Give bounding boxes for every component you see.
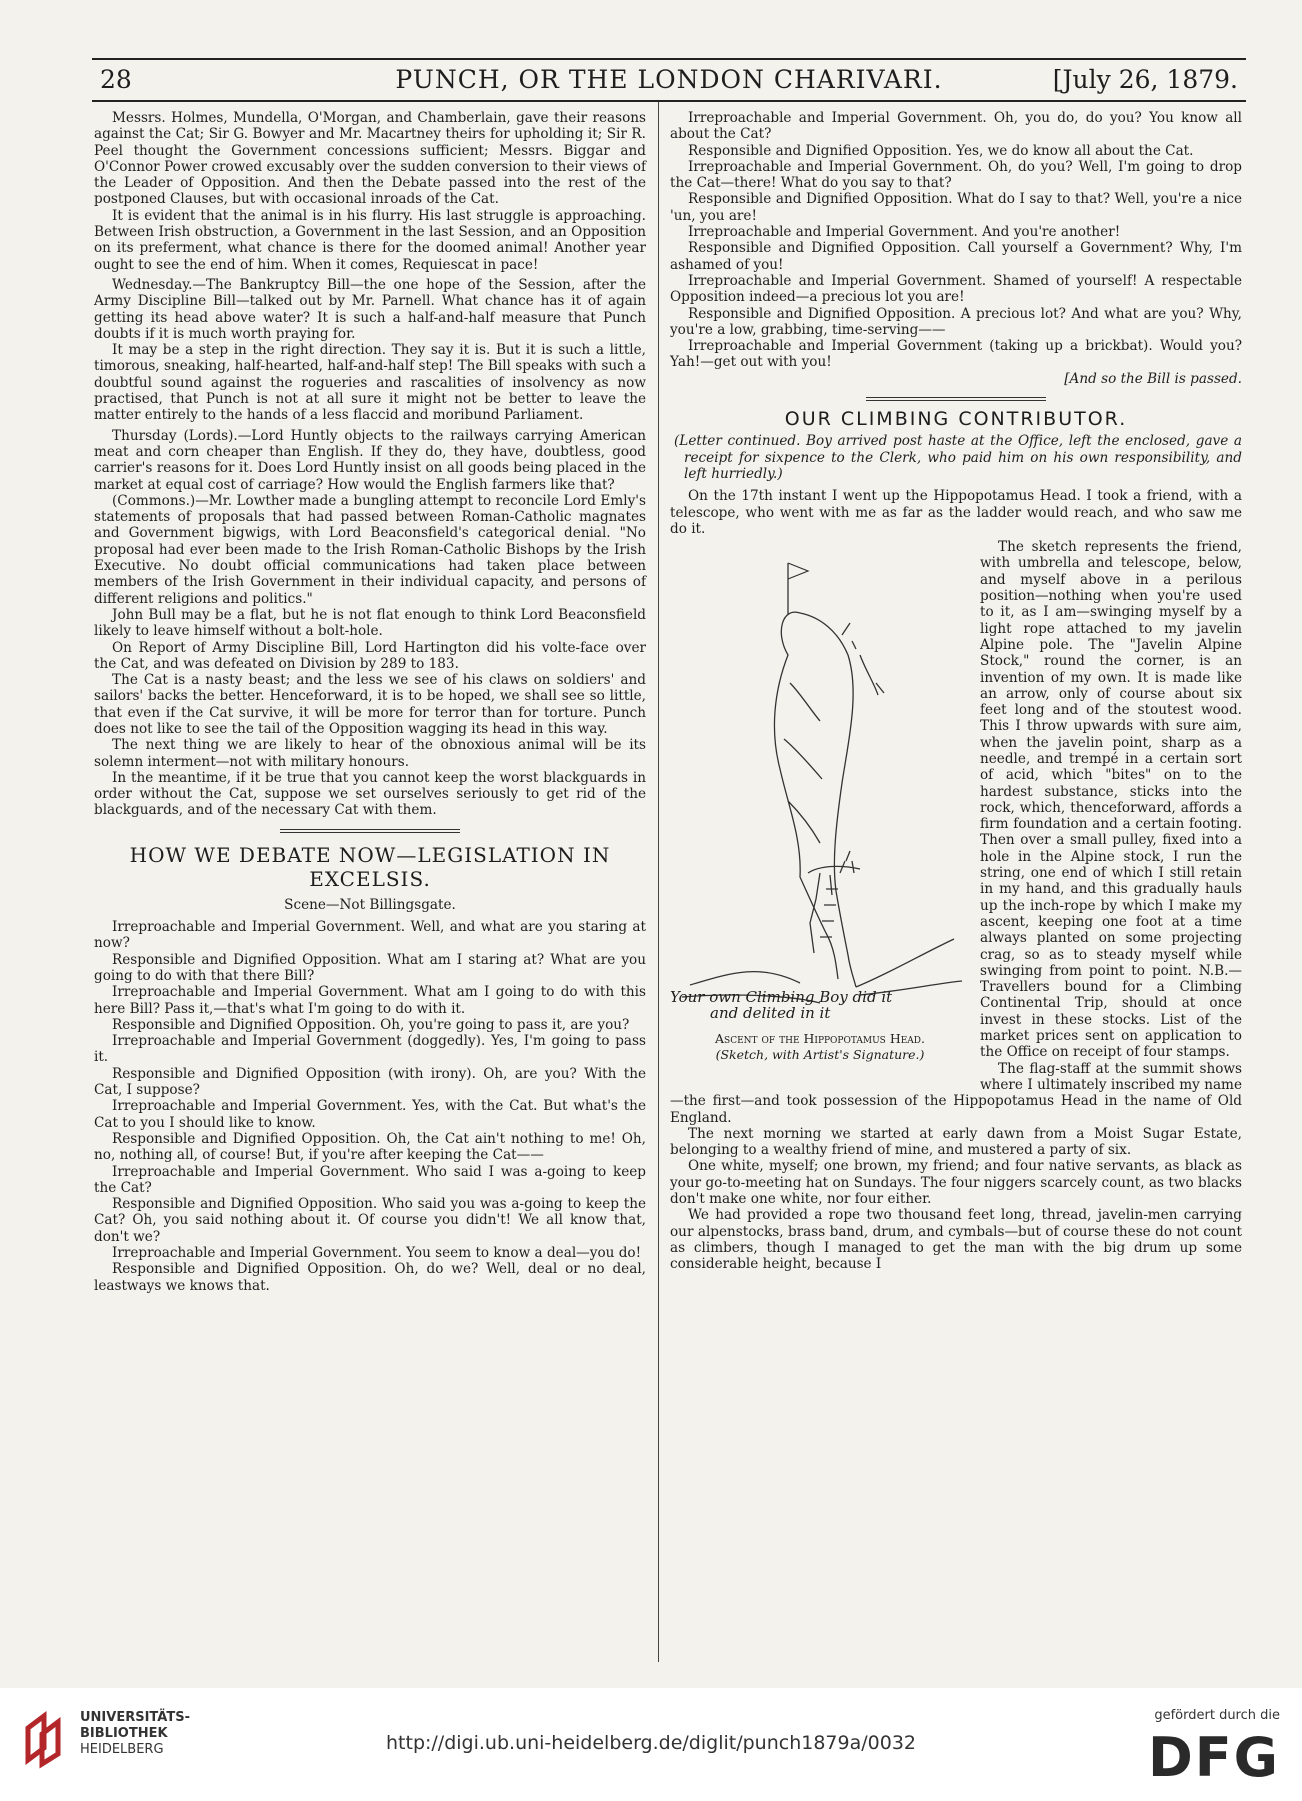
paragraph: (Commons.)—Mr. Lowther made a bungling attempt to reconcile Lord Emly's statements of proposals that had passed between Roman-Catholic magnates and Government bigwigs, with Lord Beaconsfield's categorical denial. "No proposal had ever been made to the Irish Roman-Catholic Bishops by the Irish Executive. No doubt official communications had taken place between members of the Irish Government in their individual capacity, and persons of different religions and politics." [94, 492, 646, 607]
funding-note: gefördert durch die [1154, 1708, 1280, 1723]
journal-title: PUNCH, OR THE LONDON CHARIVARI. [395, 65, 943, 94]
sketch-caption [670, 1031, 970, 1063]
issue-date: [July 26, 1879. [1052, 65, 1238, 94]
paragraph: It is evident that the animal is in his flurry. His last struggle is approaching. Between Irish obstruction, a Government in the last Session, and an Opposition on its preferment, what chance is there for the doomed animal! Another year ought to see the end of him. When it comes, Requiescat in pace! [94, 207, 646, 273]
sketch-signature [670, 989, 970, 1021]
editorial-note [670, 433, 1242, 482]
dialogue-line: Responsible and Dignified Opposition (with irony). Oh, are you? With the Cat, I suppose? [94, 1065, 646, 1099]
paragraph: One white, myself; one brown, my friend; and four native servants, as black as your go-to-meeting hat on Sundays. The four niggers scarcely count, as two blacks don't make one white, nor four either. [670, 1158, 1242, 1207]
section-rule [280, 829, 460, 833]
library-name-line: BIBLIOTHEK [80, 1726, 168, 1741]
dialogue-line: Responsible and Dignified Opposition. Who said you was a-going to keep the Cat? Oh, you said nothing about it. Of course you didn't! We all know that, don't we? [94, 1196, 646, 1245]
page-number: 28 [100, 65, 132, 94]
closing-text: [And so the Bill is passed. [1064, 370, 1242, 387]
section-rule [866, 397, 1046, 401]
signature-line-2: and delited in it [710, 1004, 831, 1023]
digitization-footer [0, 1688, 1302, 1801]
scene-line: Scene—Not Billingsgate. [284, 896, 456, 913]
dialogue-line: Irreproachable and Imperial Government. And you're another! [688, 224, 1121, 241]
right-column [670, 110, 1242, 1272]
dialogue-line: Irreproachable and Imperial Government (doggedly). Yes, I'm going to pass it. [94, 1033, 646, 1066]
closing-line [670, 371, 1242, 387]
running-header [92, 58, 1246, 102]
paragraph: On Report of Army Discipline Bill, Lord Hartington did his volte-face over the Cat, and was defeated on Division by 289 to 183. [94, 639, 646, 672]
source-url-link[interactable]: http://digi.ub.uni-heidelberg.de/diglit/punch1879a/0032 [386, 1732, 916, 1754]
dialogue-line: Responsible and Dignified Opposition. Call yourself a Government? Why, I'm ashamed of you! [670, 240, 1242, 273]
paragraph: It may be a step in the right direction. They say it is. But it is such a little, timorous, sneaking, half-hearted, half-and-half step! The Bill speaks with such a doubtful sound against the rogueries and rascalities of insolvency as now practised, that Punch is not at all sure it might not be better to leave the matter entirely to the hands of a less flaccid and moribund Parliament. [94, 342, 646, 424]
caption-subtitle: (Sketch, with Artist's Signature.) [715, 1047, 925, 1063]
paragraph: The next thing we are likely to hear of the obnoxious animal will be its solemn interment—not with military honours. [94, 737, 646, 770]
dialogue-line: Irreproachable and Imperial Government. Oh, do you? Well, I'm going to drop the Cat—there! What do you say to that? [670, 158, 1242, 192]
dialogue-line: Irreproachable and Imperial Government. Who said I was a-going to keep the Cat? [94, 1163, 646, 1196]
library-name-line: HEIDELBERG [80, 1742, 164, 1757]
paragraph: On the 17th instant I went up the Hippopotamus Head. I took a friend, with a telescope, who went with me as far as the ladder would reach, and who saw me do it. [670, 488, 1242, 537]
editorial-note-text: (Letter continued. Boy arrived post haste at the Office, left the enclosed, gave a receipt for sixpence to the Clerk, who paid him on his own responsibility, and left hurriedly.) [674, 433, 1242, 482]
paragraph: Thursday (Lords).—Lord Huntly objects to the railways carrying American meat and corn cheaper than English. If they do, they have, doubtless, good carrier's reasons for it. Does Lord Huntly insist on all goods being placed in the market at equal cost of carriage? How would the English farmers like that? [94, 427, 646, 493]
signature-line-1: Your own Climbing Boy did it [670, 988, 893, 1007]
paragraph: The next morning we started at early dawn from a Moist Sugar Estate, belonging to a wealthy friend of mine, and mustered a party of six. [670, 1125, 1242, 1159]
dialogue-line: Responsible and Dignified Opposition. What do I say to that? Well, you're a nice 'un, you are! [670, 191, 1242, 224]
article-heading: HOW WE DEBATE NOW—LEGISLATION IN EXCELSIS. [129, 842, 611, 891]
dialogue-line: Irreproachable and Imperial Government. Well, and what are you staring at now? [94, 919, 646, 952]
left-column [94, 110, 646, 1294]
paragraph: In the meantime, if it be true that you cannot keep the worst blackguards in order without the Cat, suppose we set ourselves seriously to get rid of the blackguards, and of the necessary Cat with them. [94, 769, 646, 819]
sketch-illustration [670, 543, 970, 1091]
magazine-page [92, 58, 1246, 1668]
dialogue-line: Responsible and Dignified Opposition. What am I staring at? What are you going to do with that there Bill? [94, 951, 646, 984]
column-divider [658, 102, 659, 1662]
paragraph: Wednesday.—The Bankruptcy Bill—the one hope of the Session, after the Army Discipline Bill—talked out by Mr. Parnell. What chance has it of again getting its head above water? It is such a half-and-half measure that Punch doubts if it is much worth praying for. [94, 276, 646, 342]
dialogue-line: Responsible and Dignified Opposition. Yes, we do know all about the Cat. [688, 142, 1194, 159]
dialogue-line: Irreproachable and Imperial Government. Oh, you do, do you? You know all about the Cat? [670, 110, 1242, 143]
dialogue-line: Irreproachable and Imperial Government (taking up a brickbat). Would you? Yah!—get out with you! [670, 338, 1242, 371]
dialogue-line: Responsible and Dignified Opposition. A precious lot? And what are you? Why, you're a low, grabbing, time-serving—— [670, 305, 1242, 338]
paragraph: The flag-staff at the summit shows where I ultimately inscribed my name—the first—and took possession of the Hippopotamus Head in the name of Old England. [670, 1060, 1242, 1126]
paragraph: Messrs. Holmes, Mundella, O'Morgan, and Chamberlain, gave their reasons against the Cat; Sir G. Bowyer and Mr. Macartney theirs for upholding it; Sir R. Peel thought the Government concessions sufficient; Messrs. Biggar and O'Connor Power crowed excusably over the sudden conversion to their views of the Leader of Opposition. And then the Debate passed into the rest of the postponed Clauses, but with occasional inroads of the Cat. [94, 110, 646, 208]
paragraph: John Bull may be a flat, but he is not flat enough to think Lord Beaconsfield likely to leave himself without a bolt-hole. [94, 606, 646, 640]
paragraph: The Cat is a nasty beast; and the less we see of his claws on soldiers' and sailors' backs the better. Henceforward, it is to be hoped, we shall see so little, that even if the Cat survive, it will be more for terror than for torture. Punch does not like to see the tail of the Opposition wagging its head in this way. [94, 672, 646, 737]
library-name-line: UNIVERSITÄTS- [80, 1710, 190, 1725]
dialogue-line: Irreproachable and Imperial Government. You seem to know a deal—you do! [112, 1245, 642, 1261]
dialogue-line: Irreproachable and Imperial Government. Shamed of yourself! A respectable Opposition indeed—a precious lot you are! [670, 272, 1242, 306]
paragraph: The sketch represents the friend, with umbrella and telescope, below, and myself above in a perilous position—nothing when you're used to it, as I am—swinging myself by a light rope attached to my javelin Alpine pole. The "Javelin Alpine Stock," round the corner, is an invention of my own. It is made like an arrow, only of course about six feet long and of the stoutest wood. This I throw upwards with sure aim, when the javelin point, sharp as a needle, and trempé in a certain sort of acid, which "bites" on to the hardest substance, sticks into the rock, which, thenceforward, affords a firm foundation and a certain footing. Then over a small pulley, fixed into a hole in the Alpine stock, I run the string, one end of which I still retain in my hand, and this gradually hauls up the inch-rope by which I make my ascent, keeping one foot at a time always planted on some projecting crag, so as to steady myself while swinging from point to point. N.B.—Travellers bound for a Climbing Continental Trip, should at once invest in these stocks. List of the market prices sent on application to the Office on receipt of four stamps. [980, 539, 1242, 1061]
article-heading: OUR CLIMBING CONTRIBUTOR. [784, 408, 1128, 431]
dialogue-line: Responsible and Dignified Opposition. Oh, do we? Well, deal or no deal, leastways we knows that. [94, 1261, 646, 1294]
dialogue-line: Responsible and Dignified Opposition. Oh, the Cat ain't nothing to me! Oh, no, nothing all, of course! But, if you're after keeping the Cat—— [94, 1130, 646, 1164]
dfg-logo: DFG [1147, 1726, 1280, 1789]
dialogue-line: Irreproachable and Imperial Government. What am I going to do with this here Bill? Pass it,—that's what I'm going to do with it. [94, 984, 646, 1017]
dialogue-line: Irreproachable and Imperial Government. Yes, with the Cat. But what's the Cat to you I should like to know. [94, 1098, 646, 1131]
paragraph: We had provided a rope two thousand feet long, thread, javelin-men carrying our alpenstocks, brass band, drum, and cymbals—but of course these do not count as climbers, though I managed to get the man with the big drum up some considerable height, because I [670, 1207, 1242, 1273]
dialogue-line: Responsible and Dignified Opposition. Oh, you're going to pass it, are you? [112, 1016, 630, 1033]
climbing-sketch [670, 543, 970, 1029]
caption-title: Ascent of the Hippopotamus Head. [715, 1031, 925, 1047]
